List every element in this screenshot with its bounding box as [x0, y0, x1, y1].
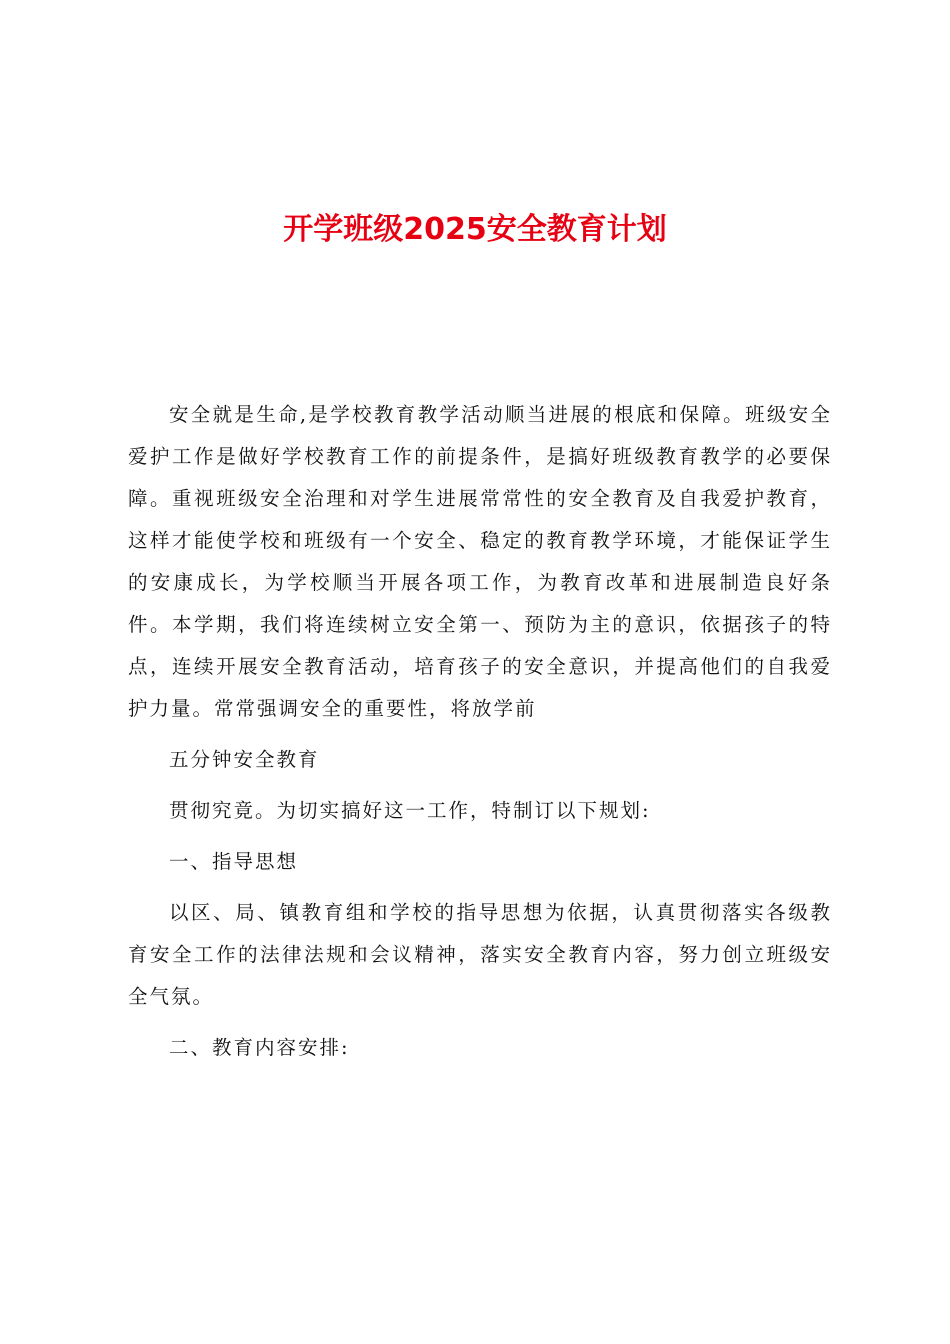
heading-guiding-thought: 一、指导思想: [168, 850, 298, 873]
paragraph-intro: 安全就是生命,是学校教育教学活动顺当进展的根底和保障。班级安全爱护工作是做好学校教育工作的前提条件，是搞好班级教育教学的必要保障。重视班级安全治理和对学生进展常常性的安全教育及自我爱护教育，这样才能使学校和班级有一个安全、稳定的教育教学环境，才能保证学生的安康成长，为学校顺当开展各项工作，为教育改革和进展制造良好条件。本学期，我们将连续树立安全第一、预防为主的意识，依据孩子的特点，连续开展安全教育活动，培育孩子的安全意识，并提高他们的自我爱护力量。常常强调安全的重要性，将放学前: [128, 403, 832, 720]
paragraph-five-minutes: 五分钟安全教育: [168, 748, 320, 771]
paragraph-guiding-thought: 以区、局、镇教育组和学校的指导思想为依据，认真贯彻落实各级教育安全工作的法律法规和会议精神，落实安全教育内容，努力创立班级安全气氛。: [128, 901, 832, 1008]
heading-education-content: 二、教育内容安排:: [168, 1036, 350, 1059]
document-body: [128, 394, 832, 1069]
document-title: 开学班级2025安全教育计划: [283, 212, 667, 247]
paragraph-implement: 贯彻究竟。为切实搞好这一工作，特制订以下规划:: [168, 799, 651, 822]
